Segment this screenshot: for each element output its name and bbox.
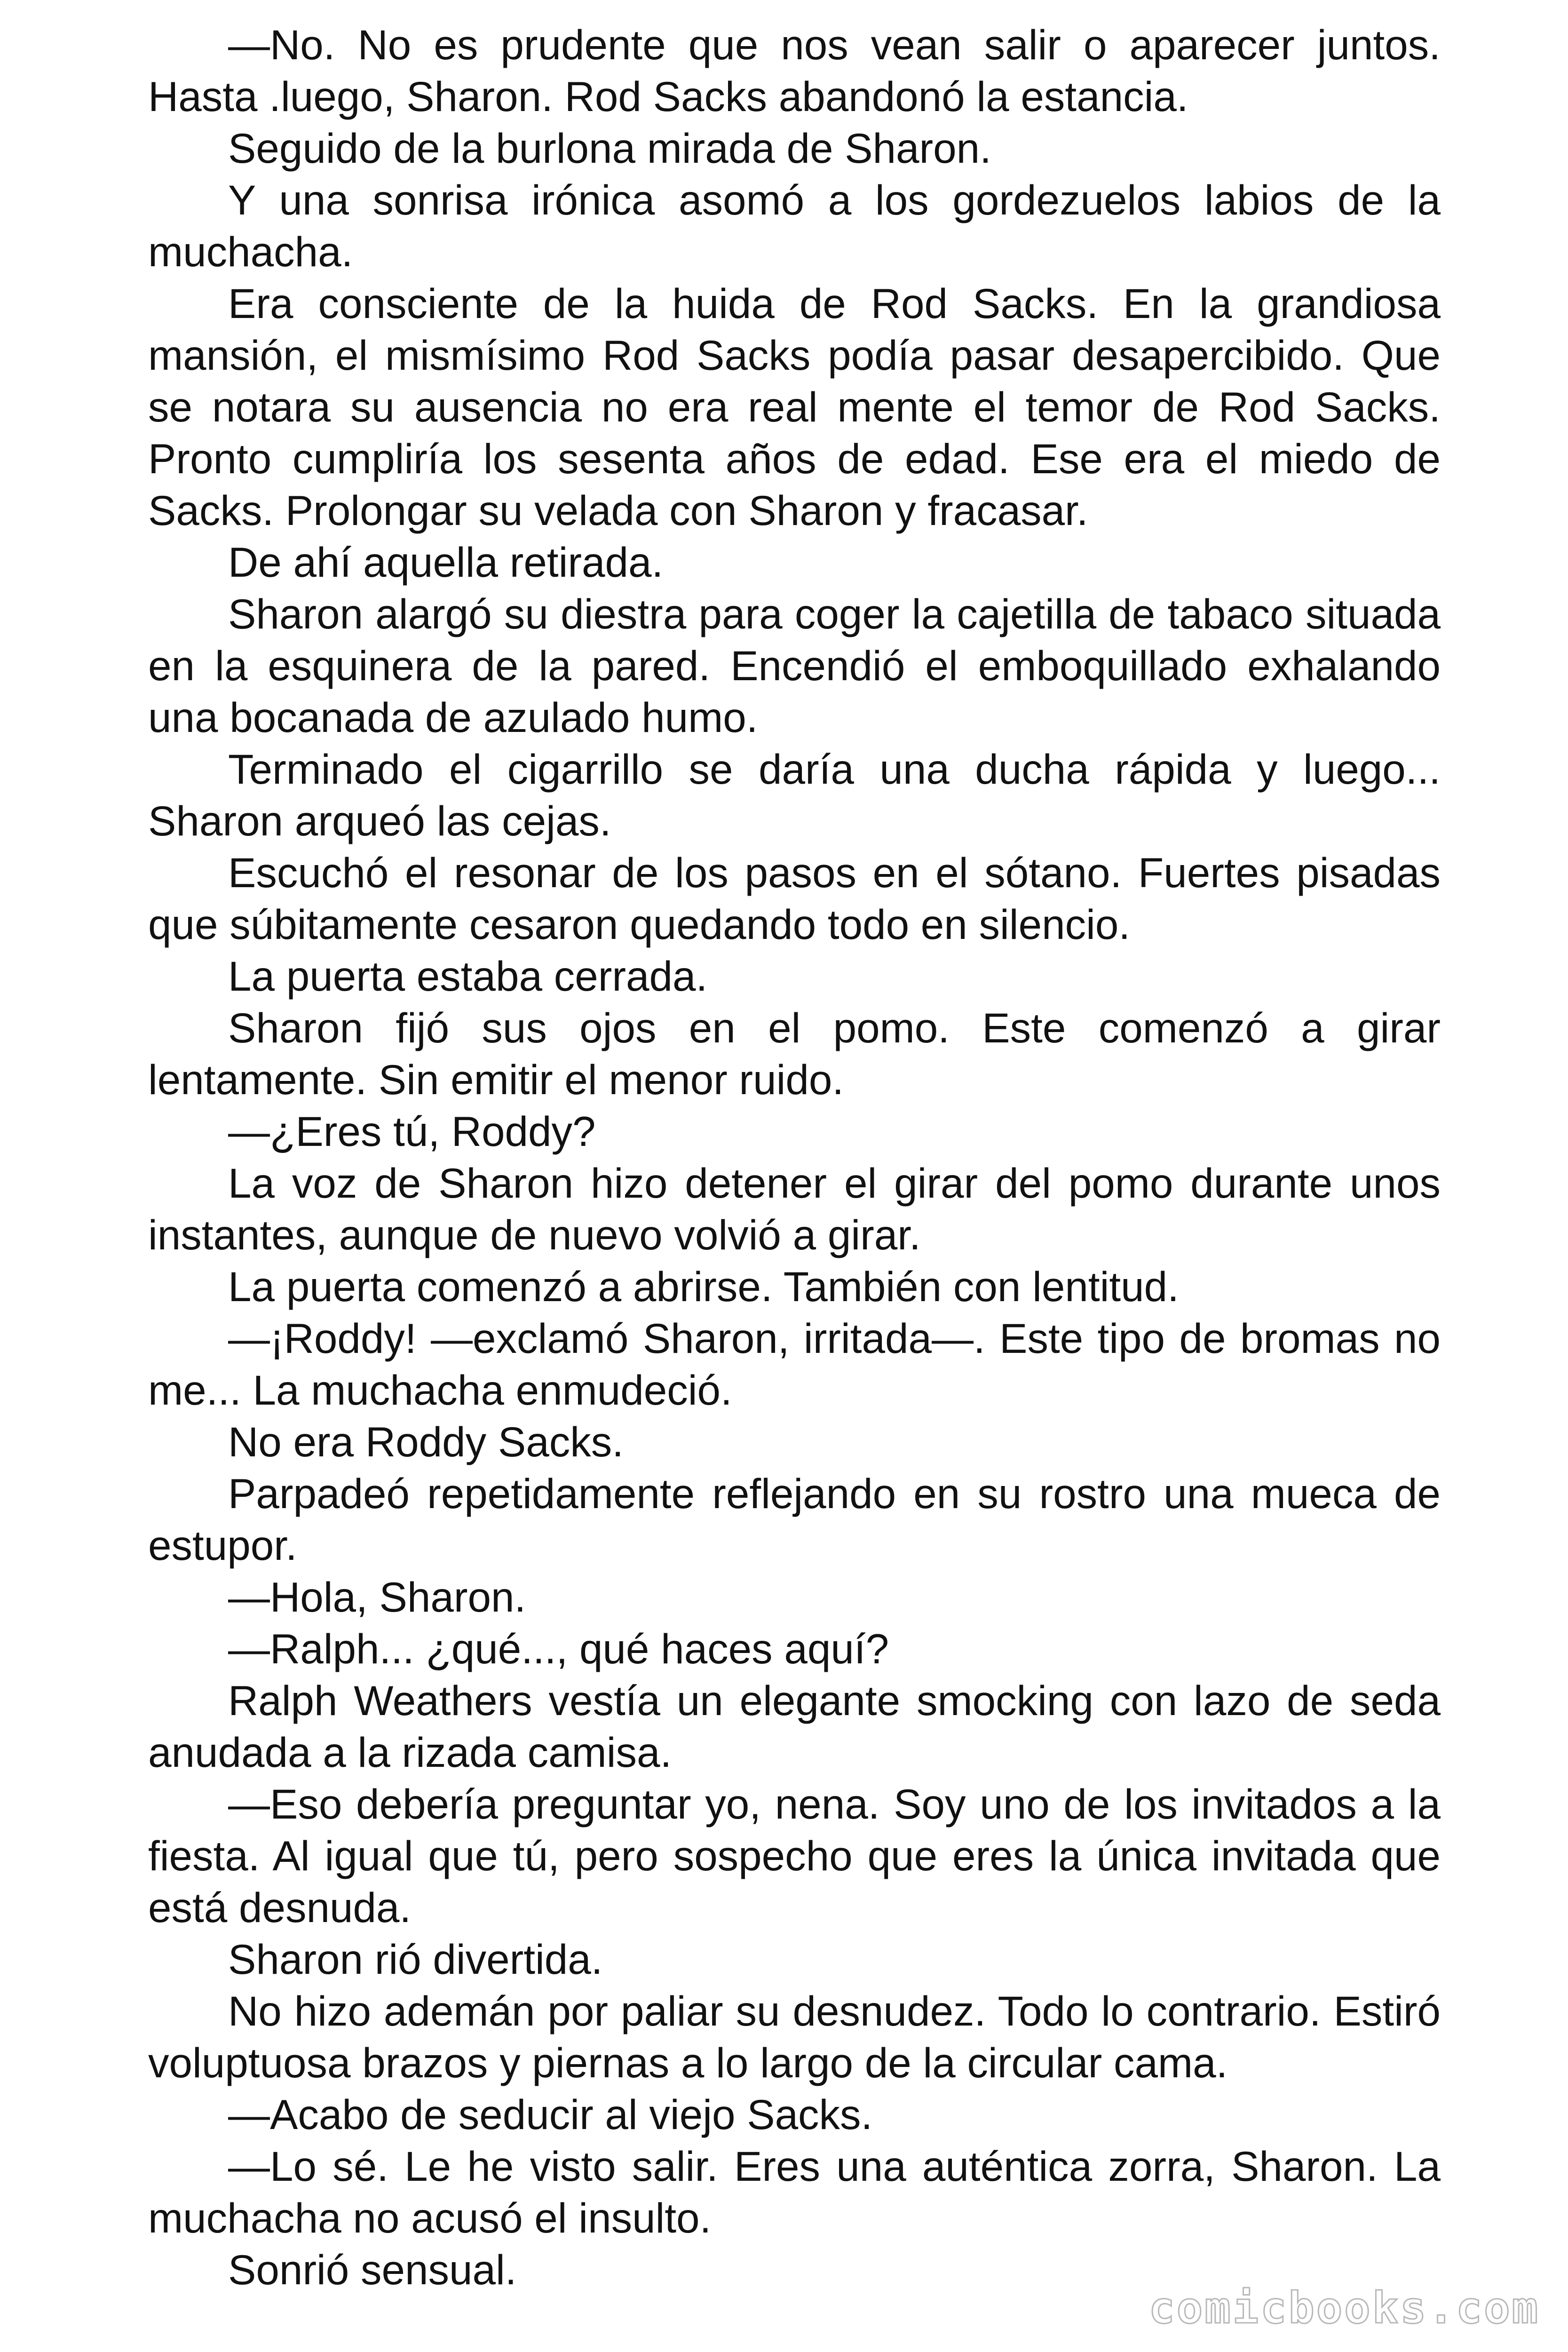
paragraph: De ahí aquella retirada. <box>228 539 664 586</box>
paragraph: Parpadeó repetidamente reflejando en su rostro una mueca de estupor. <box>148 1470 1441 1569</box>
paragraph: Seguido de la burlona mirada de Sharon. <box>228 125 991 172</box>
paragraph: Sharon rió divertida. <box>228 1936 603 1983</box>
paragraph: Y una sonrisa irónica asomó a los gordezuelos labios de la muchacha. <box>148 176 1441 275</box>
paragraph: —Eso debería preguntar yo, nena. Soy uno de los invitados a la fiesta. Al igual que tú, pero sospecho que eres la única invitada que está desnuda. <box>148 1780 1441 1931</box>
paragraph: Sonrió sensual. <box>228 2246 517 2293</box>
paragraph: Sharon fijó sus ojos en el pomo. Este comenzó a girar lentamente. Sin emitir el menor ruido. <box>148 1004 1441 1103</box>
paragraph: Sharon alargó su diestra para coger la cajetilla de tabaco situada en la esquinera de la pared. Encendió el emboquillado exhalando una bocanada de azulado humo. <box>148 590 1441 741</box>
paragraph: Escuchó el resonar de los pasos en el sótano. Fuertes pisadas que súbitamente cesaron quedando todo en silencio. <box>148 849 1441 948</box>
paragraph: —Acabo de seducir al viejo Sacks. <box>228 2091 873 2138</box>
paragraph: Ralph Weathers vestía un elegante smocking con lazo de seda anudada a la rizada camisa. <box>148 1677 1441 1776</box>
paragraph: —Lo sé. Le he visto salir. Eres una auténtica zorra, Sharon. La muchacha no acusó el insulto. <box>148 2143 1441 2241</box>
watermark: comicbooks.com <box>1148 2283 1540 2333</box>
paragraph: Era consciente de la huida de Rod Sacks. En la grandiosa mansión, el mismísimo Rod Sacks podía pasar desapercibido. Que se notara su ausencia no era real mente el temor de Rod Sacks. Pronto cumpliría los sesenta años de edad. Ese era el miedo de Sacks. Prolongar su velada con Sharon y fracasar. <box>148 280 1441 534</box>
paragraph: No era Roddy Sacks. <box>228 1418 624 1465</box>
paragraph: —¡Roddy! —exclamó Sharon, irritada—. Este tipo de bromas no me... La muchacha enmudeció. <box>148 1315 1441 1414</box>
paragraph: La puerta estaba cerrada. <box>228 953 708 1000</box>
document-body <box>148 19 1441 2296</box>
paragraph: La puerta comenzó a abrirse. También con lentitud. <box>228 1263 1179 1310</box>
paragraph: Terminado el cigarrillo se daría una ducha rápida y luego... Sharon arqueó las cejas. <box>148 746 1441 844</box>
paragraph: —¿Eres tú, Roddy? <box>228 1108 596 1155</box>
paragraph: La voz de Sharon hizo detener el girar del pomo durante unos instantes, aunque de nuevo volvió a girar. <box>148 1160 1441 1258</box>
paragraph: —No. No es prudente que nos vean salir o aparecer juntos. Hasta .luego, Sharon. Rod Sacks abandonó la estancia. <box>148 21 1441 120</box>
paragraph: —Hola, Sharon. <box>228 1573 526 1621</box>
paragraph: —Ralph... ¿qué..., qué haces aquí? <box>228 1625 889 1672</box>
paragraph: No hizo ademán por paliar su desnudez. Todo lo contrario. Estiró voluptuosa brazos y piernas a lo largo de la circular cama. <box>148 1987 1441 2086</box>
